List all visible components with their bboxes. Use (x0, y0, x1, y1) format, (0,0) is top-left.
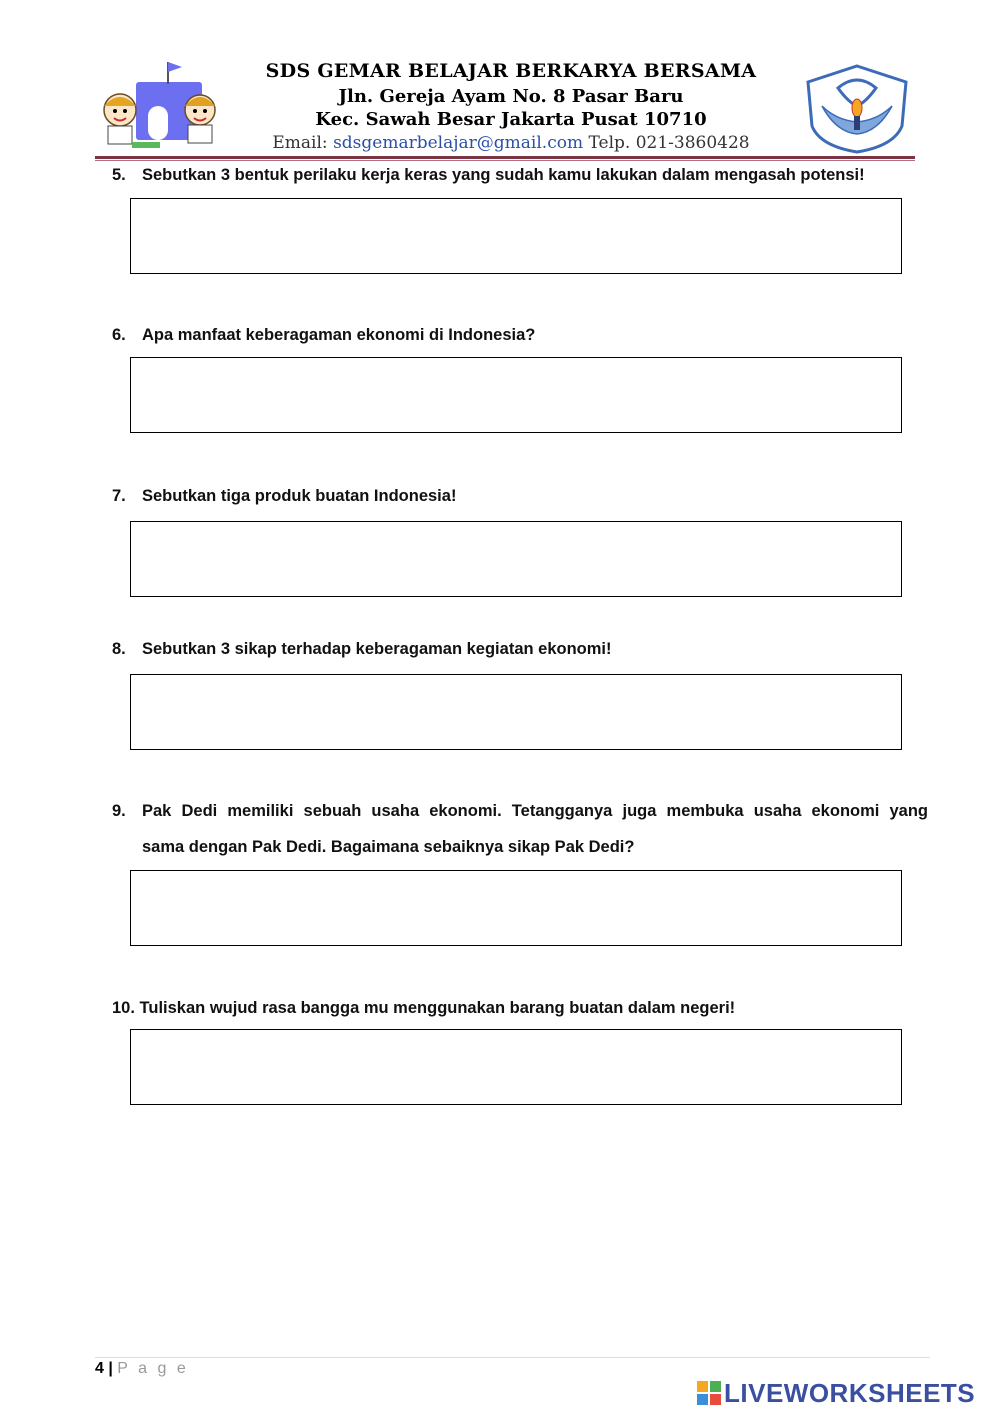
liveworksheets-logo-icon (697, 1381, 721, 1405)
question-9 (112, 793, 928, 865)
answer-box-7[interactable] (130, 521, 902, 597)
question-7 (112, 478, 456, 514)
question-text: Sebutkan 3 bentuk perilaku kerja keras yang sudah kamu lakukan dalam mengasah potensi! (142, 166, 865, 184)
contact-line (226, 131, 796, 156)
question-text: Sebutkan tiga produk buatan Indonesia! (142, 487, 457, 505)
address-line-1: Jln. Gereja Ayam No. 8 Pasar Baru (338, 86, 684, 107)
question-text-line-2: sama dengan Pak Dedi. Bagaimana sebaiknya sikap Pak Dedi? (142, 838, 635, 856)
page-footer (95, 1360, 189, 1378)
answer-box-10[interactable] (130, 1029, 902, 1105)
question-text-line-1: Pak Dedi memiliki sebuah usaha ekonomi. Tetangganya juga membuka usaha ekonomi yang (142, 802, 928, 820)
page-number: 4 (95, 1360, 104, 1377)
liveworksheets-wordmark: LIVEWORKSHEETS (724, 1377, 976, 1408)
email-link[interactable]: sdsgemarbelajar@gmail.com (333, 133, 584, 153)
question-8 (112, 631, 612, 667)
question-5 (112, 157, 865, 193)
email-label: Email: (272, 133, 328, 153)
tut-wuri-handayani-crest-icon (798, 62, 916, 154)
page-label: P a g e (117, 1360, 189, 1377)
question-text: Sebutkan 3 sikap terhadap keberagaman kegiatan ekonomi! (142, 640, 612, 658)
school-mascot-logo (96, 58, 224, 150)
liveworksheets-brand[interactable] (697, 1378, 975, 1408)
answer-box-9[interactable] (130, 870, 902, 946)
question-number: 6. (112, 326, 126, 344)
school-name: SDS GEMAR BELAJAR BERKARYA BERSAMA (265, 60, 757, 82)
footer-divider (95, 1357, 930, 1358)
answer-box-6[interactable] (130, 357, 902, 433)
question-number: 8. (112, 640, 126, 658)
question-number: 7. (112, 487, 126, 505)
question-number: 10. (112, 999, 135, 1017)
question-6 (112, 317, 535, 353)
phone-number: Telp. 021-3860428 (588, 133, 750, 153)
question-text: Tuliskan wujud rasa bangga mu menggunakan barang buatan dalam negeri! (139, 999, 736, 1017)
letterhead (0, 0, 1000, 165)
question-number: 5. (112, 166, 126, 184)
answer-box-8[interactable] (130, 674, 902, 750)
question-10 (112, 990, 735, 1026)
address-line-2: Kec. Sawah Besar Jakarta Pusat 10710 (315, 109, 707, 130)
page-separator: | (108, 1360, 113, 1377)
answer-box-5[interactable] (130, 198, 902, 274)
question-text: Apa manfaat keberagaman ekonomi di Indonesia? (142, 326, 536, 344)
question-number: 9. (112, 802, 126, 820)
